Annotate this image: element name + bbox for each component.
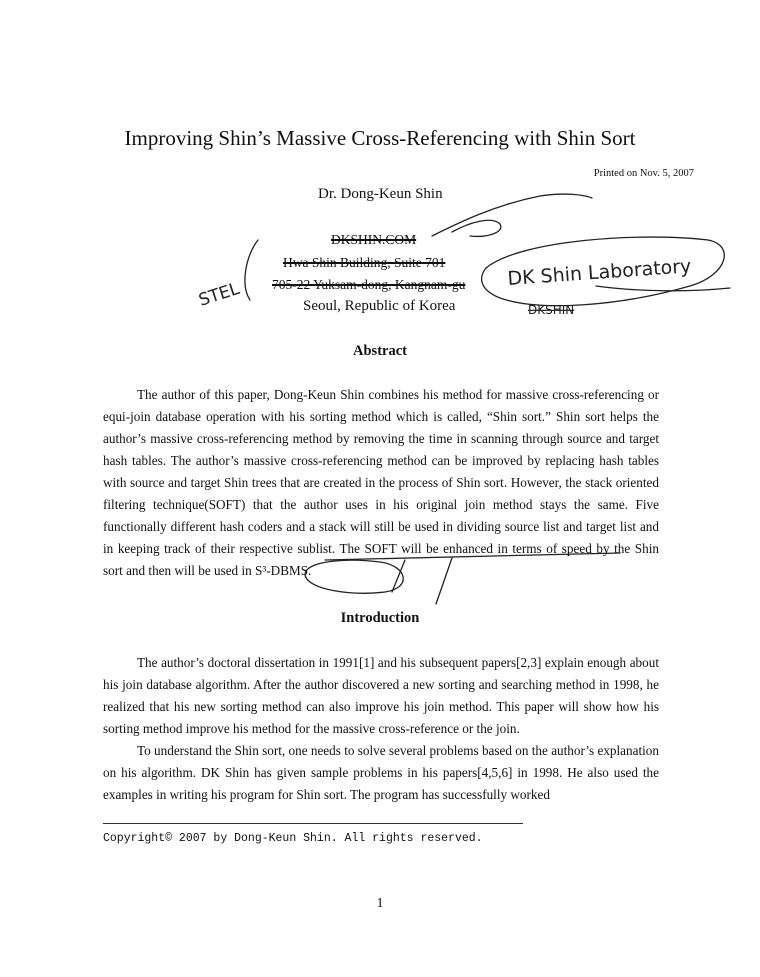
handwritten-laboratory: DK Shin Laboratory [506, 255, 692, 290]
page-title: Improving Shin’s Massive Cross-Referencing with Shin Sort [124, 126, 636, 150]
affiliation-city: Seoul, Republic of Korea [303, 298, 456, 314]
introduction-heading: Introduction [340, 610, 420, 626]
page-number: 1 [376, 896, 384, 911]
affiliation-street: 705-22 Yuksam-dong, Kangnam-gu [272, 277, 466, 292]
introduction-paragraph-2: To understand the Shin sort, one needs to solve several problems based on the author’s explanation on his algorithm. DK Shin has given sample problems in his papers[4,5,6] in 1998. He also used the examples in writing his program for Shin sort. The program has successfully worked [103, 743, 659, 802]
introduction-paragraph-1: The author’s doctoral dissertation in 1991[1] and his subsequent papers[2,3] explain enough about his join database algorithm. After the author discovered a new sorting and searching method in 1998, he realized that his new sorting method can also improve his join method. This paper will show how his sorting method improve his method for the massive cross-reference or the join. [103, 655, 659, 736]
affiliation-building: Hwa Shin Building, Suite 701 [283, 255, 446, 270]
printed-date: Printed on Nov. 5, 2007 [593, 168, 694, 179]
author-name: Dr. Dong-Keun Shin [318, 186, 443, 202]
abstract-paragraph: The author of this paper, Dong-Keun Shin combines his method for massive cross-referencing or equi-join database operation with his sorting method which is called, “Shin sort.” Shin sort helps the author’s massive cross-referencing method by removing the time in scanning through source and target hash tables. The author’s massive cross-referencing method can be improved by replacing hash tables with source and target Shin trees that are created in the process of Shin sort. However, the stack oriented filtering technique(SOFT) that the author uses in his original join method stays the same. Five functionally different hash coders and a stack will still be used in dividing source list and target list and in keeping track of their respective sublist. The SOFT will be enhanced in terms of speed by the Shin sort and then will be used in S³-DBMS. [103, 387, 659, 578]
annotation-tail [596, 286, 730, 291]
footnote-rule [103, 823, 523, 824]
copyright-notice: Copyright© 2007 by Dong-Keun Shin. All rights reserved. [103, 832, 483, 845]
handwritten-struck-mark: DKSHIN [528, 303, 575, 317]
affiliation-company: DKSHIN.COM [331, 232, 417, 247]
handwritten-margin-mark: STEL [196, 278, 242, 311]
abstract-heading: Abstract [353, 343, 407, 359]
annotation-bracket [245, 240, 258, 300]
